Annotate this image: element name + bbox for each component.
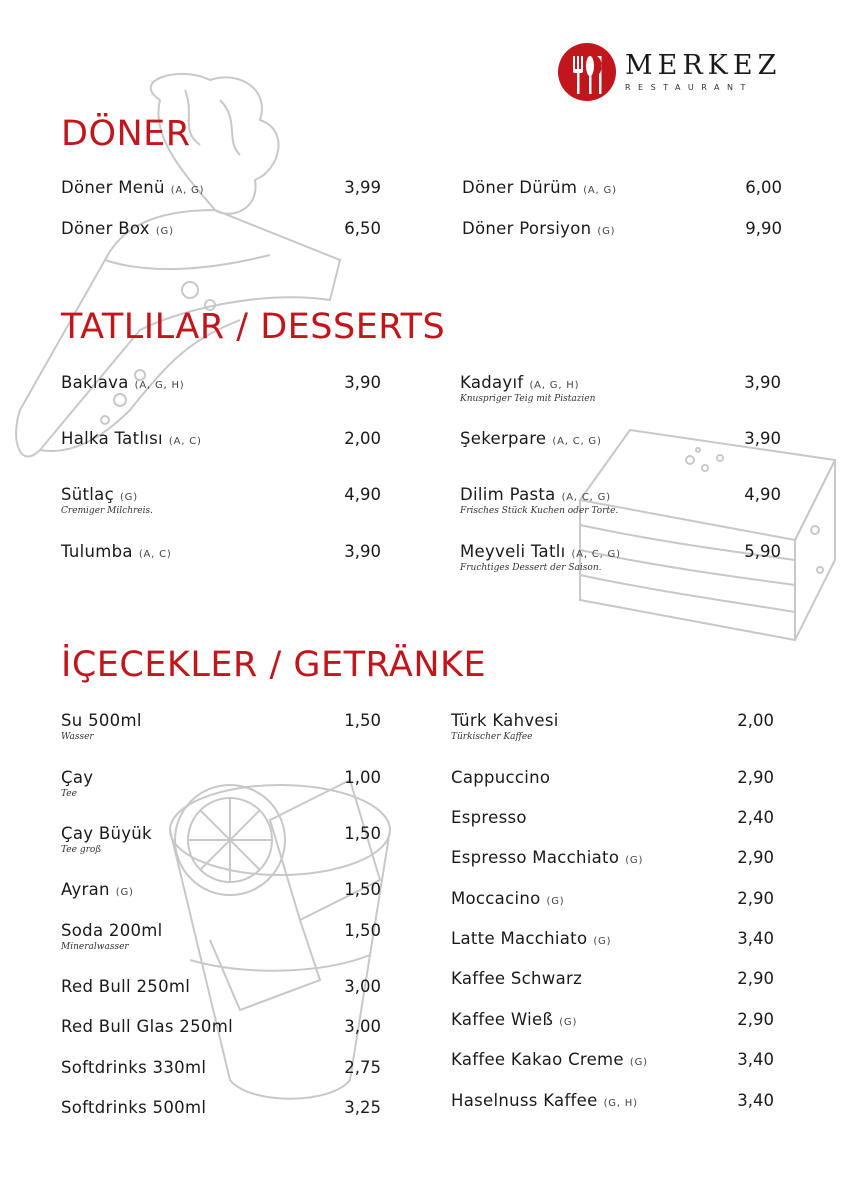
item-allergens: (G) (597, 226, 616, 237)
menu-item (61, 542, 381, 561)
menu-item (61, 1017, 381, 1036)
item-price: 3,90 (744, 429, 781, 448)
item-allergens: (G) (115, 887, 134, 898)
item-name: Çay Büyük (61, 824, 152, 843)
item-description: Türkischer Kaffee (451, 732, 533, 742)
item-price: 3,90 (344, 542, 381, 561)
section-title-desserts: TATLILAR / DESSERTS (61, 307, 446, 347)
item-price: 2,00 (737, 711, 774, 730)
menu-item (460, 485, 781, 516)
item-price: 6,50 (344, 219, 381, 238)
item-name: Cappuccino (451, 768, 551, 787)
item-name: Su 500ml (61, 711, 142, 730)
section-title-drinks: İÇECEKLER / GETRÄNKE (61, 645, 487, 685)
menu-item (451, 711, 774, 742)
item-description: Tee groß (61, 845, 102, 855)
menu-item (61, 711, 381, 742)
item-name: Şekerpare (460, 429, 547, 448)
item-allergens: (G) (559, 1017, 578, 1028)
item-price: 2,00 (344, 429, 381, 448)
item-name: Espresso Macchiato (451, 848, 620, 867)
item-price: 3,99 (344, 178, 381, 197)
item-name: Türk Kahvesi (451, 711, 559, 730)
item-name: Döner Dürüm (462, 178, 578, 197)
item-description: Fruchtiges Dessert der Saison. (460, 563, 602, 573)
menu-item (462, 219, 782, 238)
item-name: Kaffee Kakao Creme (451, 1050, 624, 1069)
menu-item (61, 1098, 381, 1117)
item-allergens: (G) (119, 492, 138, 503)
item-price: 6,00 (745, 178, 782, 197)
item-price: 1,50 (344, 880, 381, 899)
item-price: 3,90 (344, 373, 381, 392)
item-name: Kaffee Wieß (451, 1010, 554, 1029)
item-description: Frisches Stück Kuchen oder Torte. (460, 506, 619, 516)
menu-item (61, 921, 381, 952)
item-allergens: (G, H) (603, 1098, 638, 1109)
item-price: 9,90 (745, 219, 782, 238)
menu-item (61, 219, 381, 238)
item-description: Knuspriger Teig mit Pistazien (460, 394, 596, 404)
item-allergens: (A, C) (168, 436, 202, 447)
menu-item (61, 373, 381, 392)
section-title-doner: DÖNER (61, 114, 191, 154)
menu-item (460, 373, 781, 404)
menu-item (61, 824, 381, 855)
menu-item (61, 977, 381, 996)
item-description: Wasser (61, 732, 94, 742)
item-allergens: (G) (155, 226, 174, 237)
item-description: Cremiger Milchreis. (61, 506, 153, 516)
item-price: 2,90 (737, 969, 774, 988)
item-price: 3,25 (344, 1098, 381, 1117)
item-price: 2,90 (737, 889, 774, 908)
menu-item (451, 768, 774, 787)
menu-item (451, 848, 774, 867)
menu-item (451, 969, 774, 988)
item-allergens: (A, C, G) (571, 549, 621, 560)
item-name: Haselnuss Kaffee (451, 1091, 598, 1110)
item-price: 1,00 (344, 768, 381, 787)
item-allergens: (A, G, H) (529, 380, 580, 391)
item-name: Sütlaç (61, 485, 114, 504)
item-name: Döner Porsiyon (462, 219, 592, 238)
menu-item (61, 429, 381, 448)
item-price: 2,40 (737, 808, 774, 827)
item-price: 4,90 (744, 485, 781, 504)
item-name: Döner Box (61, 219, 150, 238)
menu-item (451, 929, 774, 948)
item-price: 3,40 (737, 1091, 774, 1110)
item-name: Latte Macchiato (451, 929, 588, 948)
item-name: Dilim Pasta (460, 485, 556, 504)
item-price: 1,50 (344, 711, 381, 730)
item-name: Kaffee Schwarz (451, 969, 583, 988)
item-price: 3,90 (744, 373, 781, 392)
menu-item (460, 429, 781, 448)
item-name: Kadayıf (460, 373, 524, 392)
item-price: 2,90 (737, 768, 774, 787)
menu-item (61, 768, 381, 799)
item-name: Espresso (451, 808, 527, 827)
item-price: 3,00 (344, 1017, 381, 1036)
item-price: 2,75 (344, 1058, 381, 1077)
item-name: Soda 200ml (61, 921, 163, 940)
menu-item (451, 808, 774, 827)
item-allergens: (A, G, H) (134, 380, 185, 391)
item-price: 4,90 (344, 485, 381, 504)
item-name: Meyveli Tatlı (460, 542, 566, 561)
item-allergens: (G) (593, 936, 612, 947)
item-price: 1,50 (344, 824, 381, 843)
item-name: Softdrinks 330ml (61, 1058, 207, 1077)
item-name: Moccacino (451, 889, 541, 908)
item-allergens: (G) (629, 1057, 648, 1068)
item-allergens: (A, G) (170, 185, 205, 196)
item-name: Döner Menü (61, 178, 165, 197)
item-allergens: (G) (546, 896, 565, 907)
item-allergens: (A, C) (138, 549, 172, 560)
item-price: 1,50 (344, 921, 381, 940)
item-price: 2,90 (737, 1010, 774, 1029)
item-price: 3,40 (737, 1050, 774, 1069)
item-name: Softdrinks 500ml (61, 1098, 207, 1117)
menu-item (451, 1091, 774, 1110)
cutlery-logo-icon (557, 42, 617, 102)
item-name: Red Bull Glas 250ml (61, 1017, 233, 1036)
item-allergens: (A, C, G) (552, 436, 602, 447)
item-allergens: (G) (625, 855, 644, 866)
restaurant-logo (557, 42, 781, 102)
brand-name: MERKEZ (625, 50, 782, 81)
item-name: Halka Tatlısı (61, 429, 163, 448)
menu-item (451, 1050, 774, 1069)
menu-item (61, 178, 381, 197)
item-price: 3,40 (737, 929, 774, 948)
item-name: Red Bull 250ml (61, 977, 191, 996)
item-name: Çay (61, 768, 94, 787)
item-allergens: (A, G) (583, 185, 617, 196)
item-price: 2,90 (737, 848, 774, 867)
menu-item (61, 485, 381, 516)
baklava-sketch (570, 420, 840, 650)
item-description: Mineralwasser (61, 942, 129, 952)
item-price: 3,00 (344, 977, 381, 996)
menu-item (460, 542, 781, 573)
menu-item (451, 889, 774, 908)
menu-item (451, 1010, 774, 1029)
brand-subtitle: RESTAURANT (625, 83, 753, 92)
item-name: Tulumba (61, 542, 133, 561)
menu-item (462, 178, 782, 197)
item-name: Ayran (61, 880, 110, 899)
menu-item (61, 1058, 381, 1077)
item-description: Tee (61, 789, 77, 799)
item-price: 5,90 (744, 542, 781, 561)
item-name: Baklava (61, 373, 129, 392)
item-allergens: (A, C, G) (561, 492, 611, 503)
menu-item (61, 880, 381, 899)
